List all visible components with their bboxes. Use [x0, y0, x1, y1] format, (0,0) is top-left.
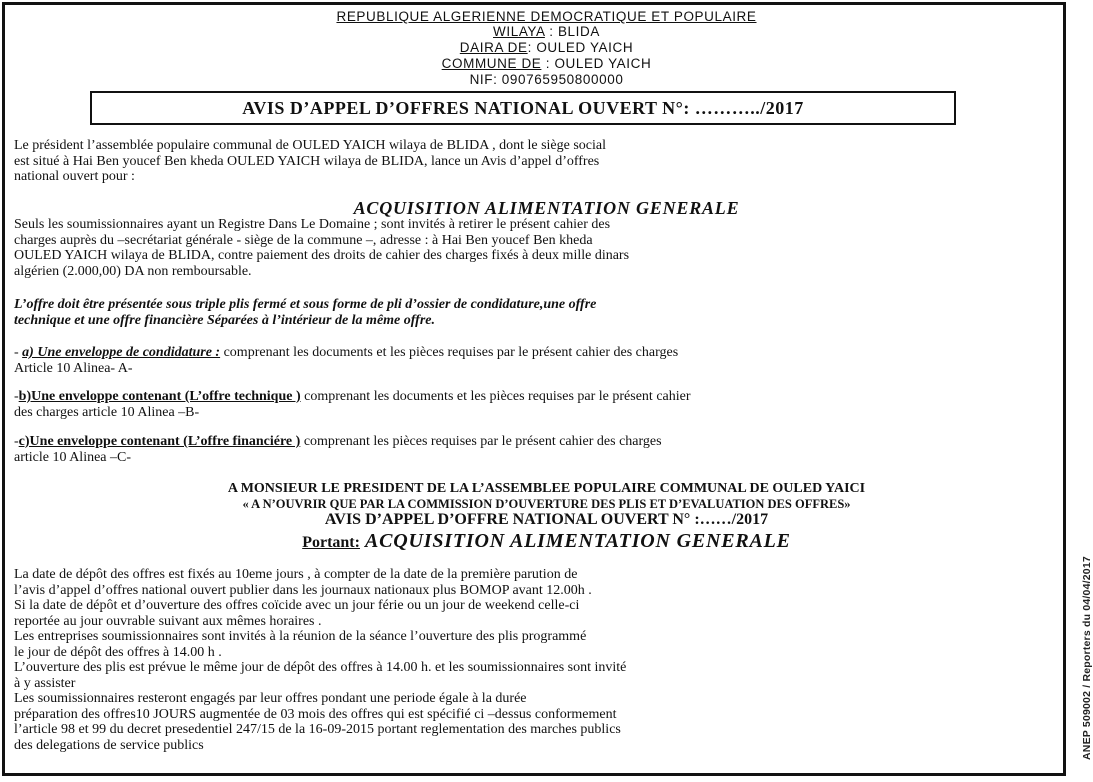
daira-line	[0, 40, 1093, 55]
intro-line: national ouvert pour :	[14, 169, 135, 184]
intro-line: Le président l’assemblée populaire communal de OULED YAICH wilaya de BLIDA , dont le siège social	[14, 138, 606, 153]
body-line: Les entreprises soumissionnaires sont invités à la réunion de la séance l’ouverture des plis programmé	[14, 629, 587, 644]
commune-line	[0, 56, 1093, 71]
intro-paragraph	[14, 138, 1054, 185]
notice-title: AVIS D’APPEL D’OFFRES NATIONAL OUVERT N°: ………../2017	[90, 91, 956, 125]
envelope-c-line2: article 10 Alinea –C-	[14, 449, 132, 465]
envelope-c	[14, 434, 1054, 465]
envelope-prefix: -	[14, 389, 19, 404]
envelope-b	[14, 389, 1054, 420]
notice-number-line: AVIS D’APPEL D’OFFRE NATIONAL OUVERT N° :……/2017	[324, 511, 769, 528]
body-line: Si la date de dépôt et d’ouverture des offres coïcide avec un jour férie ou un jour de weekend celle-ci	[14, 598, 580, 613]
wilaya-line	[0, 24, 1093, 39]
eligibility-line: algérien (2.000,00) DA non remboursable.	[14, 263, 252, 279]
daira-label: DAIRA DE	[459, 40, 528, 55]
offer-notice-line: L’offre doit être présentée sous triple plis fermé et sous forme de pli d’ossier de condidature,une offre	[14, 297, 597, 312]
envelope-c-line1	[14, 434, 1054, 450]
intro-line: est situé à Hai Ben youcef Ben kheda OULED YAICH wilaya de BLIDA, lance un Avis d’appel d’offres	[14, 153, 600, 169]
commune-label: COMMUNE DE	[441, 56, 542, 71]
offer-notice-line: technique et une offre financière Séparées à l’intérieur de la même offre.	[14, 312, 435, 328]
envelope-prefix: -	[14, 345, 23, 360]
eligibility-line: charges auprès du –secrétariat générale - siège de la commune –, adresse : à Hai Ben youcef Ben kheda	[14, 232, 593, 248]
eligibility-paragraph	[14, 217, 1054, 279]
nif-line: NIF: 090765950800000	[469, 72, 624, 87]
body-line: reportée au jour ouvrable suivant aux mêmes horaires .	[14, 613, 322, 629]
eligibility-line: OULED YAICH wilaya de BLIDA, contre paiement des droits de cahier des charges fixés à deux mille dinars	[14, 248, 630, 263]
wilaya-value: : BLIDA	[544, 24, 600, 39]
republic-line: REPUBLIQUE ALGERIENNE DEMOCRATIQUE ET POPULAIRE	[336, 9, 757, 24]
portant-label: Portant:	[302, 534, 360, 551]
eligibility-line: Seuls les soumissionnaires ayant un Registre Dans Le Domaine ; sont invités à retirer le présent cahier des	[14, 217, 611, 232]
side-credit	[1069, 0, 1093, 782]
commission-line: « A N’OUVRIR QUE PAR LA COMMISSION D’OUVERTURE DES PLIS ET D’EVALUATION DES OFFRES»	[242, 497, 851, 511]
address-line: A MONSIEUR LE PRESIDENT DE LA L’ASSEMBLEE POPULAIRE COMMUNAL DE OULED YAICI	[227, 481, 866, 496]
side-credit-text: ANEP 509002 / Reporters du 04/04/2017	[1081, 556, 1093, 760]
envelope-prefix: -	[14, 434, 19, 449]
envelope-a-text: comprenant les documents et les pièces requises par le présent cahier des charges	[220, 345, 679, 360]
portant-value: ACQUISITION ALIMENTATION GENERALE	[359, 530, 791, 552]
body-line: La date de dépôt des offres est fixés au 10eme jours , à compter de la date de la première parution de	[14, 567, 578, 582]
subject-heading: ACQUISITION ALIMENTATION GENERALE	[353, 198, 740, 218]
envelope-a-line2: Article 10 Alinea- A-	[14, 360, 133, 376]
envelope-b-line2: des charges article 10 Alinea –B-	[14, 404, 200, 420]
envelope-a-line1	[14, 345, 1054, 361]
envelope-a	[14, 345, 1054, 376]
envelope-b-label: b)Une enveloppe contenant (L’offre technique )	[18, 389, 301, 404]
envelope-a-label: a) Une enveloppe de condidature :	[22, 345, 221, 360]
wilaya-label: WILAYA	[493, 24, 545, 39]
envelope-c-label: c)Une enveloppe contenant (L’offre financiére )	[18, 434, 301, 449]
daira-value: : OULED YAICH	[527, 40, 634, 55]
body-line: préparation des offres10 JOURS augmentée de 03 mois des offres qui est spécifié ci –dessus conformement	[14, 706, 617, 722]
body-line: Les soumissionnaires resteront engagés par leur offres pondant une periode égale à la durée	[14, 691, 527, 706]
envelope-c-text: comprenant les pièces requises par le présent cahier des charges	[300, 434, 662, 449]
envelope-b-text: comprenant les documents et les pièces requises par le présent cahier	[300, 389, 691, 404]
portant-line	[0, 530, 1093, 553]
commune-value: : OULED YAICH	[541, 56, 652, 71]
conditions-paragraph	[14, 567, 1054, 753]
body-line: l’article 98 et 99 du decret presedentiel 247/15 de la 16-09-2015 portant reglementation des marches publics	[14, 722, 621, 737]
body-line: des delegations de service publics	[14, 737, 204, 753]
envelope-b-line1	[14, 389, 1054, 405]
body-line: l’avis d’appel d’offres national ouvert publier dans les journaux nationaux plus BOMOP avant 12.00h .	[14, 582, 592, 598]
body-line: à y assister	[14, 675, 76, 691]
body-line: le jour de dépôt des offres à 14.00 h .	[14, 644, 222, 660]
offer-notice	[14, 297, 1054, 328]
body-line: L’ouverture des plis est prévue le même jour de dépôt des offres à 14.00 h. et les soumissionnaires sont invité	[14, 660, 627, 675]
